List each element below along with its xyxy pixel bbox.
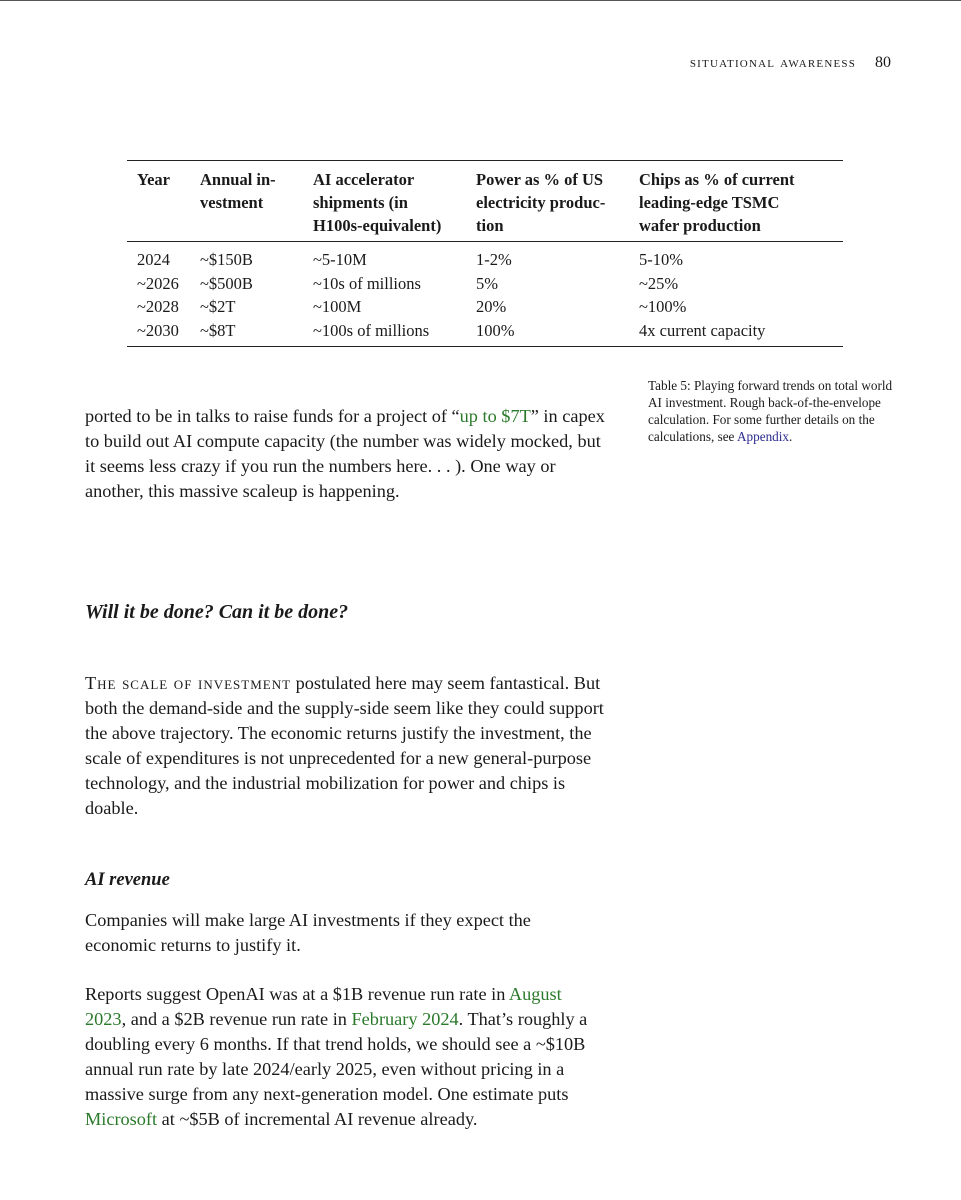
cell-investment: ~$8T xyxy=(200,320,236,340)
running-title: situational awareness xyxy=(689,55,857,71)
table-header-row xyxy=(127,161,843,242)
table-row xyxy=(127,295,843,319)
up-to-7t-link[interactable]: up to $7T xyxy=(459,406,531,426)
cell-shipments: ~10s of millions xyxy=(313,273,421,293)
section-heading: Will it be done? Can it be done? xyxy=(85,601,349,623)
cell-power: 100% xyxy=(476,320,515,340)
cell-year: ~2028 xyxy=(137,297,179,316)
table-row xyxy=(127,319,843,347)
table-row xyxy=(127,242,843,272)
cell-shipments: ~5-10M xyxy=(313,250,367,269)
microsoft-link[interactable]: Microsoft xyxy=(85,1109,158,1129)
cell-investment: ~$150B xyxy=(200,250,253,269)
cell-investment: ~$2T xyxy=(200,297,236,316)
running-header xyxy=(690,54,891,72)
page-number: 80 xyxy=(875,54,891,71)
cell-shipments: ~100s of millions xyxy=(313,320,430,340)
cell-chips: 4x current capacity xyxy=(639,320,766,340)
lead-in-small-caps: The scale of investment xyxy=(85,673,292,693)
col-header-investment: Annual in- vestment xyxy=(200,170,276,212)
col-header-year: Year xyxy=(137,170,170,189)
table-caption xyxy=(648,377,893,445)
cell-shipments: ~100M xyxy=(313,297,362,316)
appendix-link[interactable]: Appendix xyxy=(737,429,790,444)
caption-end: . xyxy=(789,429,793,444)
cell-power: 5% xyxy=(476,273,498,293)
paragraph-openai-revenue: Reports suggest OpenAI was at a $1B revenue run rate in August 2023, and a $2B revenue run rate in February 2024. That’s roughly a doubling every 6 months. If that trend holds, we should see a ~$10B annual run rate by late 2024/early 2025, even without pricing in a massive surge from any next-generation model. One estimate puts Microsoft at ~$5B of incremental AI revenue already. xyxy=(85,984,588,1129)
caption-text: Table 5: Playing forward trends on total world AI investment. Rough back-of-the-envelope calculation. For some further details on the calculations, see xyxy=(648,378,893,444)
top-border xyxy=(0,0,961,1)
cell-chips: ~25% xyxy=(639,273,679,293)
cell-power: 20% xyxy=(476,297,507,316)
cell-chips: ~100% xyxy=(639,297,687,316)
col-header-power: Power as % of US electricity produc- tion xyxy=(476,170,606,235)
investment-table xyxy=(127,160,843,347)
cell-year: ~2030 xyxy=(137,320,179,340)
table-row xyxy=(127,272,843,296)
august-2023-link[interactable]: August 2023 xyxy=(85,984,562,1029)
col-header-shipments: AI accelerator shipments (in H100s-equivalent) xyxy=(313,170,442,235)
cell-year: 2024 xyxy=(137,250,170,269)
paragraph-capex: ported to be in talks to raise funds for a project of “up to $7T” in capex to build out AI compute capacity (the number was widely mocked, but it seems less crazy if you run the numbers here. . . ). One way or another, this massive scaleup is happening. xyxy=(85,406,605,501)
subsection-heading: AI revenue xyxy=(85,870,170,890)
paragraph-scale: The scale of investment postulated here may seem fantastical. But both the demand-side and the supply-side seem like they could support the above trajectory. The economic returns justify the investment, the scale of expenditures is not unprecedented for a new general-purpose technology, and the industrial mobilization for power and chips is doable. xyxy=(85,673,604,818)
col-header-chips: Chips as % of current leading-edge TSMC wafer production xyxy=(639,170,795,235)
cell-chips: 5-10% xyxy=(639,250,683,269)
cell-investment: ~$500B xyxy=(200,273,253,293)
paragraph-investments: Companies will make large AI investments if they expect the economic returns to justify it. xyxy=(85,910,531,955)
cell-power: 1-2% xyxy=(476,250,512,269)
february-2024-link[interactable]: February 2024 xyxy=(351,1009,459,1029)
cell-year: ~2026 xyxy=(137,273,179,293)
